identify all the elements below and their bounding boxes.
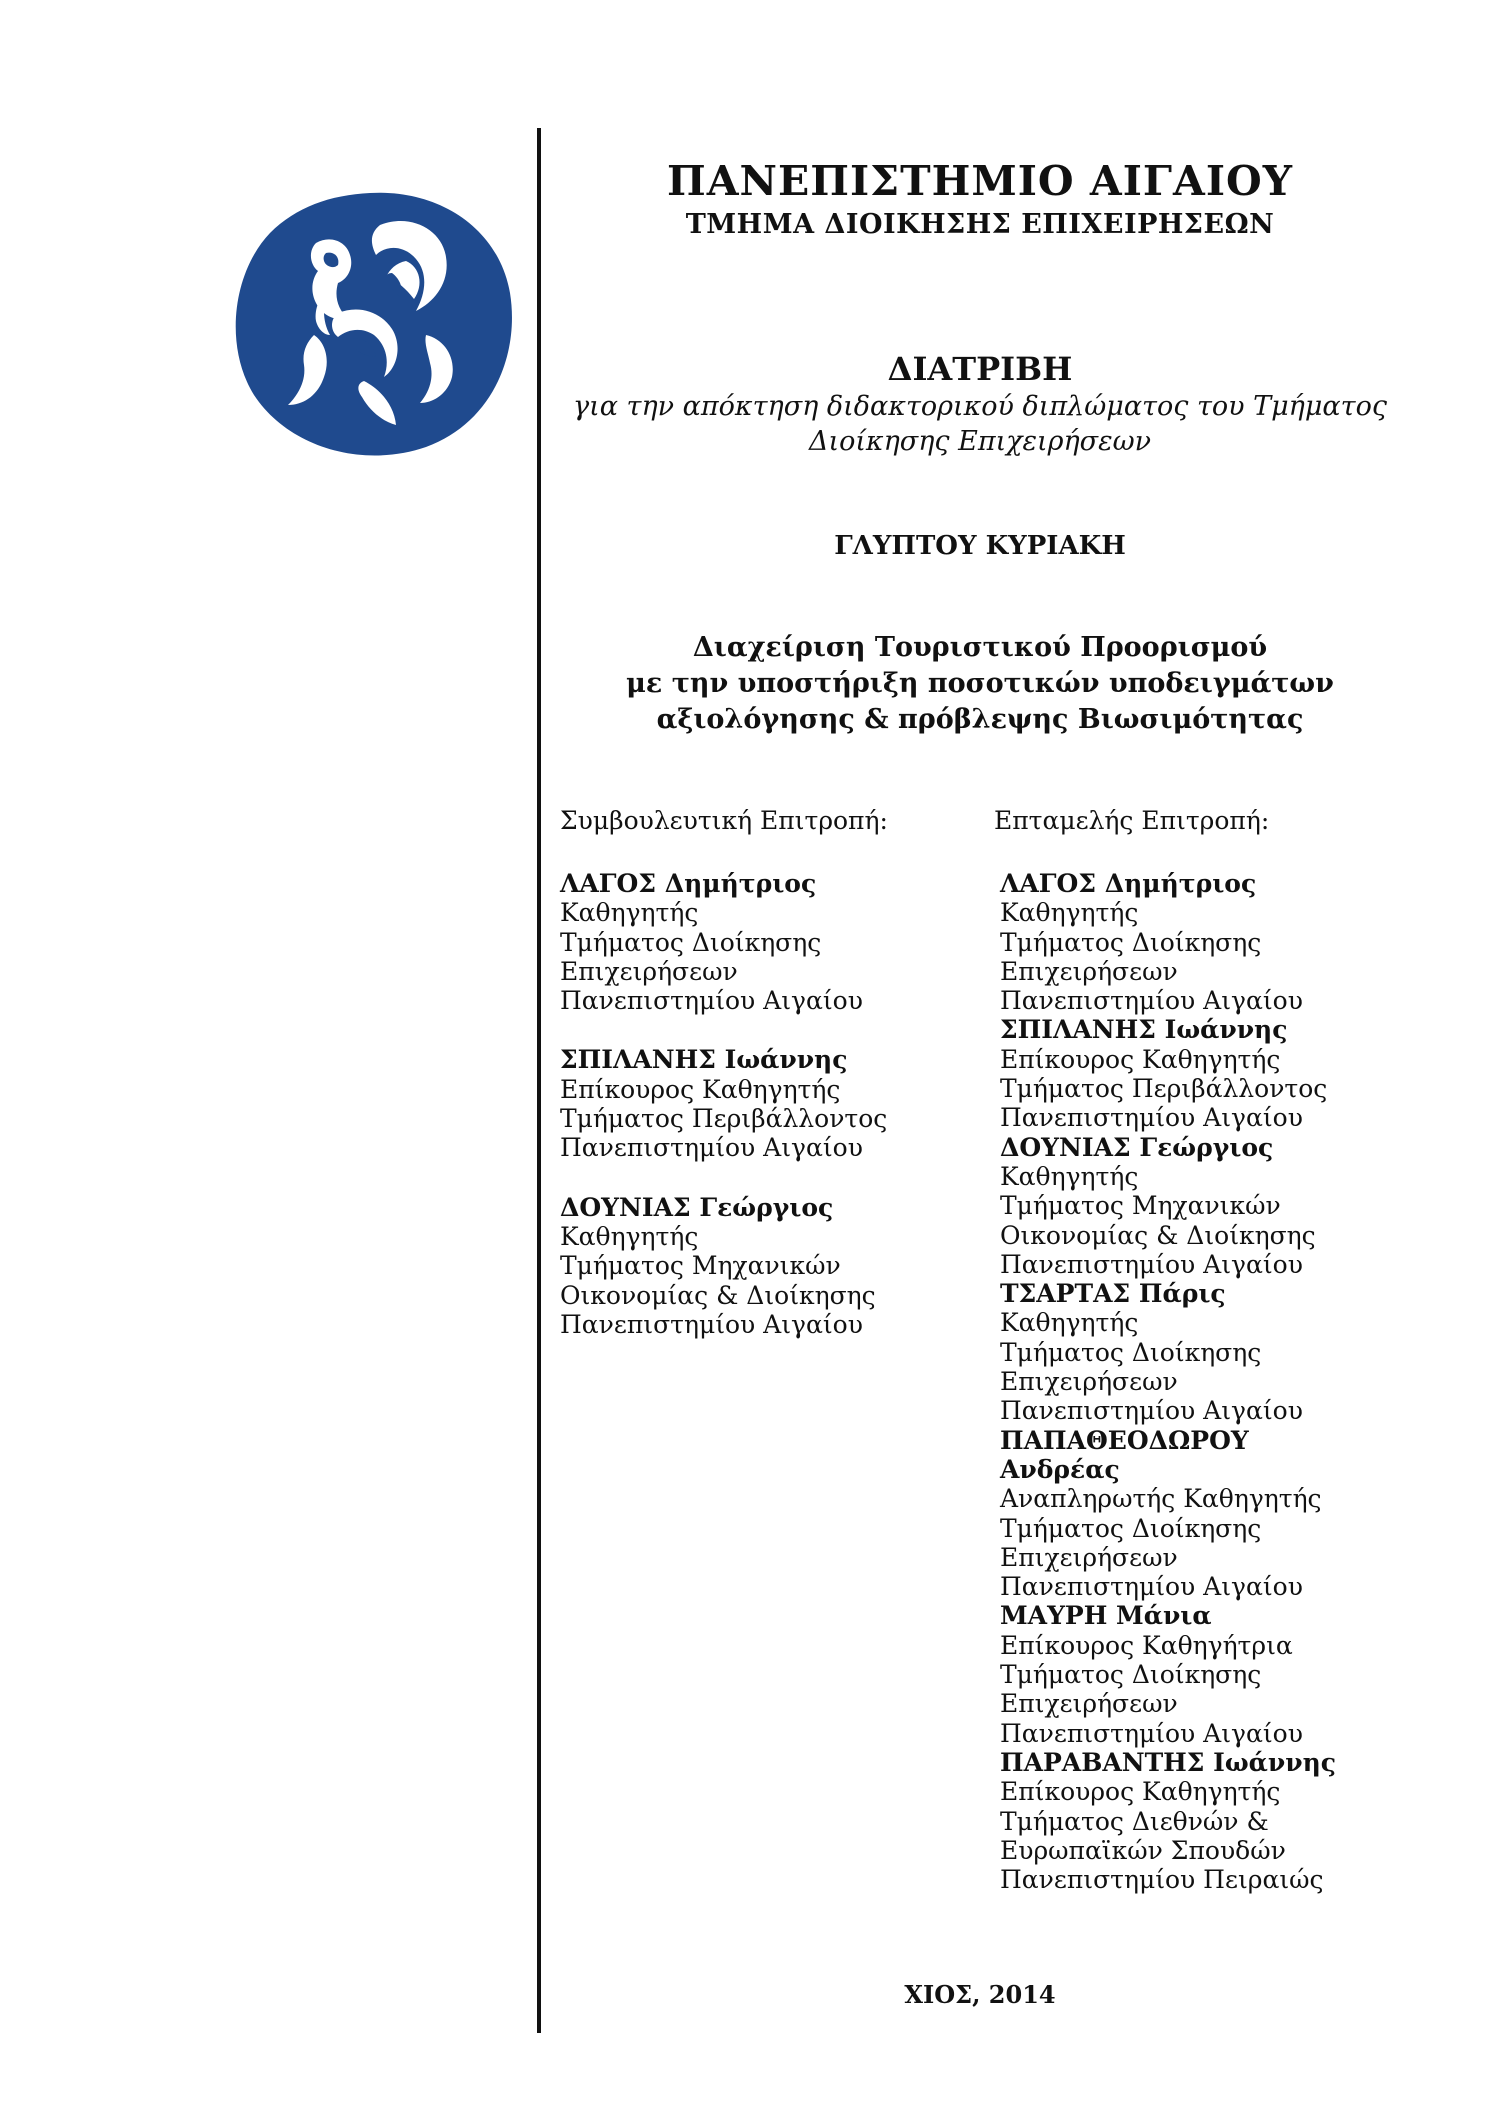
- thesis-topic-line: αξιολόγησης & πρόβλεψης Βιωσιμότητας: [656, 704, 1304, 735]
- author-name: ΓΛΥΠΤΟΥ ΚΥΡΙΑΚΗ: [834, 531, 1126, 561]
- examining-committee-heading: Επταμελής Επιτροπή:: [994, 806, 1270, 835]
- member-detail: Τμήματος Περιβάλλοντος: [1000, 1074, 1328, 1104]
- committee-member: [1000, 1748, 1400, 1894]
- member-detail: Πανεπιστημίου Αιγαίου: [560, 1309, 863, 1339]
- committee-member: [1000, 1015, 1400, 1132]
- thesis-topic-line: με την υποστήριξη ποσοτικών υποδειγμάτων: [626, 668, 1334, 699]
- member-name: ΠΑΠΑΘΕΟΔΩΡΟΥ: [1000, 1425, 1249, 1455]
- thesis-type: ΔΙΑΤΡΙΒΗ: [887, 350, 1073, 388]
- member-detail: Καθηγητής: [1000, 1308, 1139, 1338]
- city-year: ΧΙΟΣ, 2014: [904, 1980, 1056, 2009]
- committee-member: [560, 1045, 960, 1162]
- member-detail: Τμήματος Διεθνών &: [1000, 1806, 1269, 1836]
- member-name: ΣΠΙΛΑΝΗΣ Ιωάννης: [1000, 1015, 1288, 1045]
- member-detail: Επιχειρήσεων: [1000, 1542, 1178, 1572]
- member-detail: Αναπληρωτής Καθηγητής: [1000, 1484, 1322, 1514]
- thesis-purpose: [560, 389, 1400, 459]
- member-name: ΣΠΙΛΑΝΗΣ Ιωάννης: [560, 1045, 848, 1075]
- member-detail: Τμήματος Περιβάλλοντος: [560, 1104, 888, 1134]
- examining-committee: [994, 803, 1400, 1895]
- member-detail: Επιχειρήσεων: [1000, 1689, 1178, 1719]
- member-detail: Πανεπιστημίου Αιγαίου: [1000, 1249, 1303, 1279]
- thesis-topic: [560, 630, 1400, 738]
- member-detail: Ευρωπαϊκών Σπουδών: [1000, 1835, 1286, 1865]
- member-detail: Οικονομίας & Διοίκησης: [1000, 1220, 1316, 1250]
- member-name: ΔΟΥΝΙΑΣ Γεώργιος: [560, 1192, 834, 1222]
- member-name: ΠΑΡΑΒΑΝΤΗΣ Ιωάννης: [1000, 1747, 1337, 1777]
- member-name: Ανδρέας: [1000, 1454, 1120, 1484]
- advisory-committee: [560, 803, 960, 1369]
- member-detail: Επίκουρος Καθηγήτρια: [1000, 1630, 1293, 1660]
- member-detail: Πανεπιστημίου Πειραιώς: [1000, 1865, 1324, 1895]
- thesis-purpose-line: για την απόκτηση διδακτορικού διπλώματος του Τμήματος: [573, 391, 1387, 422]
- member-detail: Πανεπιστημίου Αιγαίου: [560, 1133, 863, 1163]
- member-detail: Επιχειρήσεων: [1000, 1367, 1178, 1397]
- member-name: ΔΟΥΝΙΑΣ Γεώργιος: [1000, 1132, 1274, 1162]
- university-seal: [230, 185, 515, 457]
- committee-member: [560, 1193, 960, 1339]
- committee-member: [1000, 1426, 1400, 1602]
- university-seal-icon: [230, 185, 515, 457]
- member-detail: Τμήματος Διοίκησης: [1000, 1660, 1262, 1690]
- member-detail: Τμήματος Διοίκησης: [1000, 927, 1262, 957]
- member-name: ΛΑΓΟΣ Δημήτριος: [1000, 869, 1257, 898]
- member-name: ΤΣΑΡΤΑΣ Πάρις: [1000, 1279, 1226, 1309]
- vertical-divider: [537, 128, 541, 2033]
- member-detail: Καθηγητής: [1000, 1161, 1139, 1191]
- member-detail: Πανεπιστημίου Αιγαίου: [1000, 1396, 1303, 1426]
- department-title: ΤΜΗΜΑ ΔΙΟΙΚΗΣΗΣ ΕΠΙΧΕΙΡΗΣΕΩΝ: [685, 209, 1275, 240]
- member-detail: Τμήματος Μηχανικών: [560, 1251, 841, 1281]
- committee-member: [1000, 1601, 1400, 1747]
- member-detail: Καθηγητής: [560, 898, 699, 928]
- member-detail: Πανεπιστημίου Αιγαίου: [1000, 986, 1303, 1016]
- member-detail: Τμήματος Διοίκησης: [1000, 1513, 1262, 1543]
- thesis-purpose-line: Διοίκησης Επιχειρήσεων: [809, 426, 1151, 457]
- member-detail: Καθηγητής: [560, 1221, 699, 1251]
- member-detail: Επίκουρος Καθηγητής: [1000, 1044, 1281, 1074]
- member-detail: Πανεπιστημίου Αιγαίου: [1000, 1572, 1303, 1602]
- university-title: ΠΑΝΕΠΙΣΤΗΜΙΟ ΑΙΓΑΙΟΥ: [666, 157, 1293, 205]
- member-detail: Πανεπιστημίου Αιγαίου: [1000, 1103, 1303, 1133]
- thesis-topic-line: Διαχείριση Τουριστικού Προορισμού: [692, 632, 1268, 663]
- member-detail: Καθηγητής: [1000, 898, 1139, 928]
- member-detail: Επίκουρος Καθηγητής: [1000, 1777, 1281, 1807]
- member-detail: Επιχειρήσεων: [1000, 956, 1178, 986]
- member-detail: Πανεπιστημίου Αιγαίου: [1000, 1718, 1303, 1748]
- member-detail: Τμήματος Διοίκησης: [1000, 1337, 1262, 1367]
- member-detail: Επίκουρος Καθηγητής: [560, 1074, 841, 1104]
- committee-member: [560, 869, 960, 1015]
- committee-member: [1000, 1133, 1400, 1279]
- committee-member: [1000, 1279, 1400, 1425]
- advisory-committee-heading: Συμβουλευτική Επιτροπή:: [560, 806, 888, 835]
- member-detail: Τμήματος Διοίκησης: [560, 927, 822, 957]
- member-detail: Πανεπιστημίου Αιγαίου: [560, 986, 863, 1016]
- member-name: ΛΑΓΟΣ Δημήτριος: [560, 869, 817, 898]
- committee-member: [1000, 869, 1400, 1015]
- member-detail: Τμήματος Μηχανικών: [1000, 1191, 1281, 1221]
- member-detail: Οικονομίας & Διοίκησης: [560, 1280, 876, 1310]
- member-name: ΜΑΥΡΗ Μάνια: [1000, 1601, 1212, 1631]
- member-detail: Επιχειρήσεων: [560, 956, 738, 986]
